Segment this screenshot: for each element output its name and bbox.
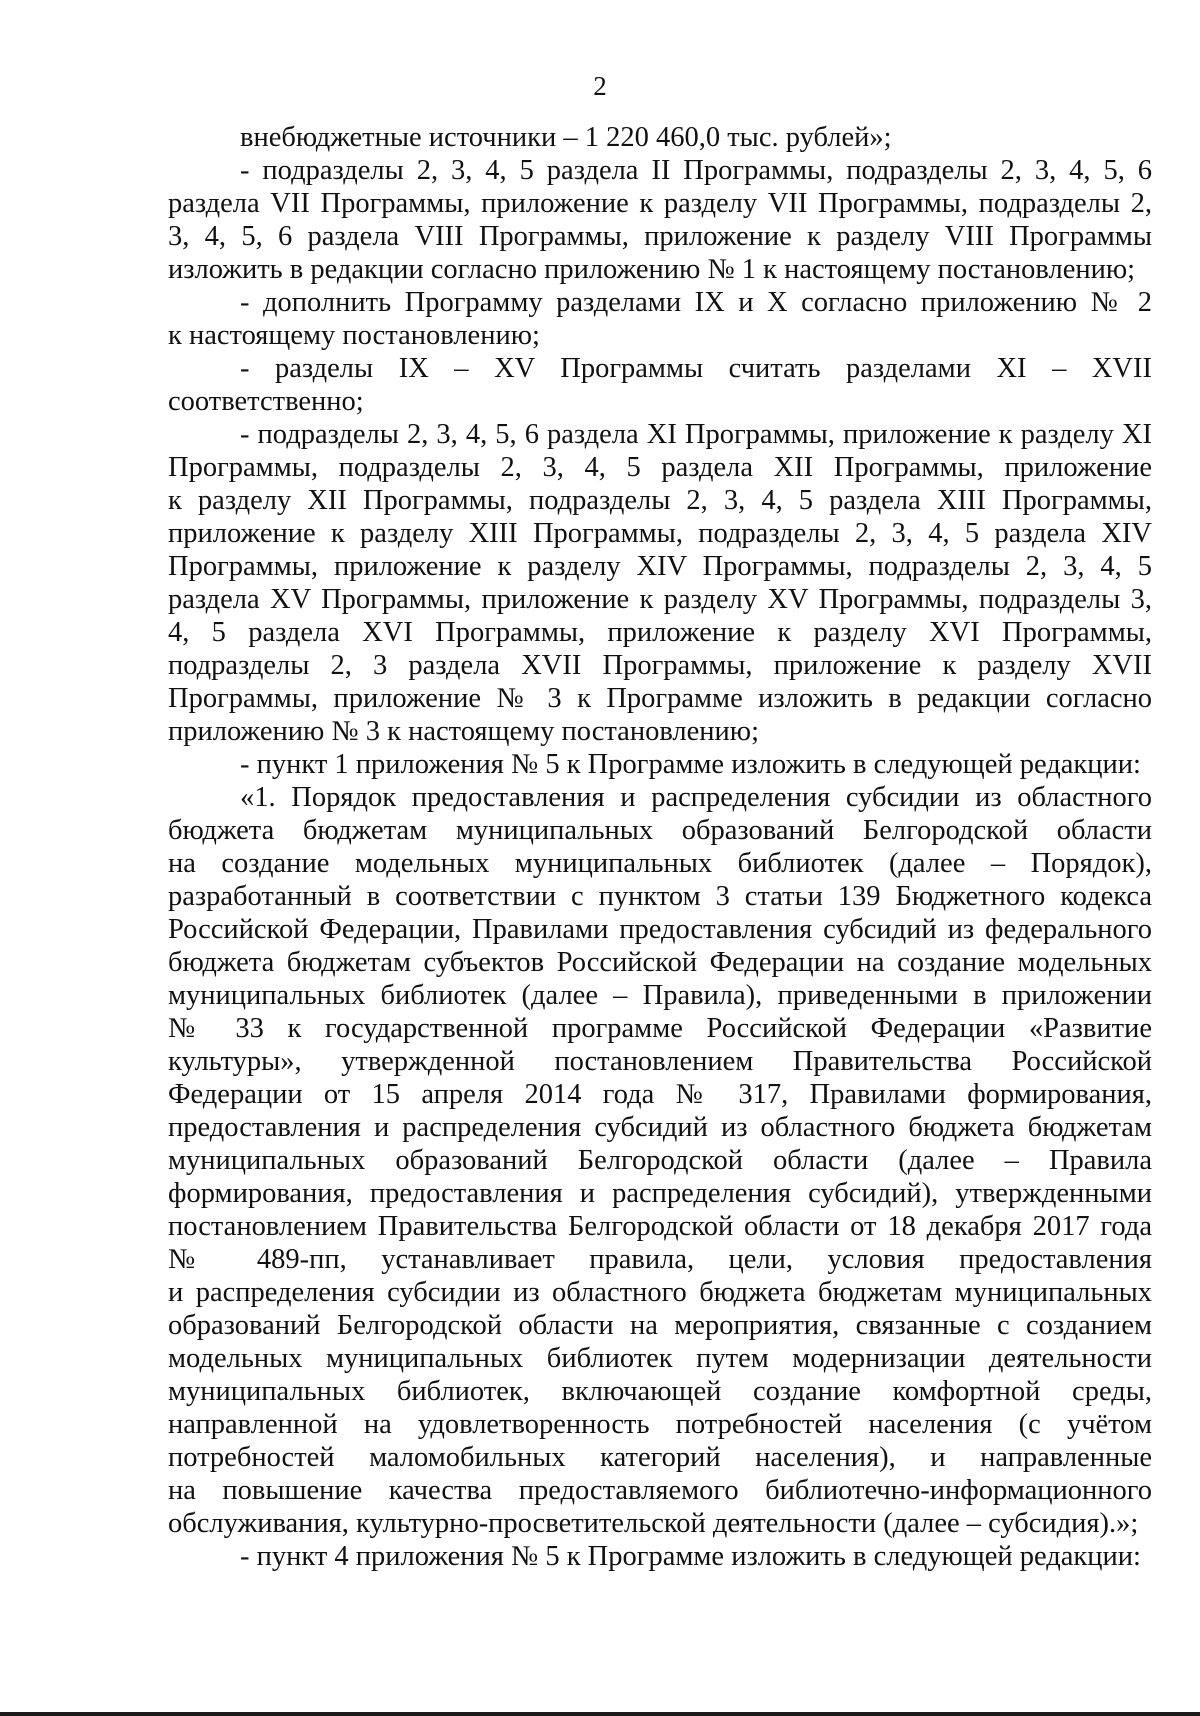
text-line: постановлением Правительства Белгородской области от 18 декабря 2017 года bbox=[168, 1211, 1152, 1242]
text-line: Программы, приложение № 3 к Программе изложить в редакции согласно bbox=[168, 683, 1152, 714]
text-line: - пункт 4 приложения № 5 к Программе изложить в следующей редакции: bbox=[240, 1541, 1141, 1572]
text-line: формирования, предоставления и распределения субсидий), утвержденными bbox=[168, 1178, 1152, 1209]
text-line: муниципальных образований Белгородской области (далее – Правила bbox=[168, 1145, 1152, 1176]
text-line: муниципальных библиотек, включающей создание комфортной среды, bbox=[168, 1376, 1152, 1407]
text-line: к настоящему постановлению; bbox=[168, 320, 540, 351]
text-line: соответственно; bbox=[168, 386, 364, 417]
text-line: № 33 к государственной программе Российской Федерации «Развитие bbox=[168, 1013, 1152, 1044]
text-line: изложить в редакции согласно приложению № 1 к настоящему постановлению; bbox=[168, 254, 1136, 285]
document-body bbox=[168, 121, 1152, 1573]
text-line: 3, 4, 5, 6 раздела VIII Программы, приложение к разделу VIII Программы bbox=[168, 221, 1152, 252]
text-line: бюджета бюджетам муниципальных образований Белгородской области bbox=[168, 815, 1152, 846]
text-line: приложению № 3 к настоящему постановлению; bbox=[168, 716, 759, 747]
text-line: модельных муниципальных библиотек путем модернизации деятельности bbox=[168, 1343, 1152, 1374]
text-line: «1. Порядок предоставления и распределения субсидии из областного bbox=[240, 782, 1152, 813]
text-line: Программы, приложение к разделу XIV Программы, подразделы 2, 3, 4, 5 bbox=[168, 551, 1152, 582]
text-line: потребностей маломобильных категорий населения), и направленные bbox=[168, 1442, 1152, 1473]
text-line: к разделу XII Программы, подразделы 2, 3, 4, 5 раздела XIII Программы, bbox=[168, 485, 1152, 516]
text-line: образований Белгородской области на мероприятия, связанные с созданием bbox=[168, 1310, 1152, 1341]
text-line: приложение к разделу XIII Программы, подразделы 2, 3, 4, 5 раздела XIV bbox=[168, 518, 1152, 549]
text-line: разработанный в соответствии с пунктом 3 статьи 139 Бюджетного кодекса bbox=[168, 881, 1152, 912]
text-line: - подразделы 2, 3, 4, 5, 6 раздела XI Программы, приложение к разделу XI bbox=[240, 419, 1152, 450]
text-line: 4, 5 раздела XVI Программы, приложение к разделу XVI Программы, bbox=[168, 617, 1152, 648]
text-line: обслуживания, культурно-просветительской деятельности (далее – субсидия).»; bbox=[168, 1508, 1139, 1539]
text-line: Федерации от 15 апреля 2014 года № 317, Правилами формирования, bbox=[168, 1079, 1152, 1110]
text-line: - подразделы 2, 3, 4, 5 раздела II Программы, подразделы 2, 3, 4, 5, 6 bbox=[240, 155, 1152, 186]
page-number: 2 bbox=[593, 71, 607, 101]
text-line: № 489-пп, устанавливает правила, цели, условия предоставления bbox=[168, 1244, 1152, 1275]
text-line: Российской Федерации, Правилами предоставления субсидий из федерального bbox=[168, 914, 1152, 945]
text-line: на повышение качества предоставляемого библиотечно-информационного bbox=[168, 1475, 1152, 1506]
text-line: и распределения субсидии из областного бюджета бюджетам муниципальных bbox=[168, 1277, 1152, 1308]
text-line: раздела VII Программы, приложение к разделу VII Программы, подразделы 2, bbox=[168, 188, 1152, 219]
text-line: - пункт 1 приложения № 5 к Программе изложить в следующей редакции: bbox=[240, 749, 1141, 780]
text-line: бюджета бюджетам субъектов Российской Федерации на создание модельных bbox=[168, 947, 1152, 978]
text-line: направленной на удовлетворенность потребностей населения (с учётом bbox=[168, 1409, 1152, 1440]
text-line: - дополнить Программу разделами IX и X согласно приложению № 2 bbox=[240, 287, 1152, 318]
text-line: Программы, подразделы 2, 3, 4, 5 раздела XII Программы, приложение bbox=[168, 452, 1152, 483]
text-line: раздела XV Программы, приложение к разделу XV Программы, подразделы 3, bbox=[168, 584, 1152, 615]
text-line: культуры», утвержденной постановлением Правительства Российской bbox=[168, 1046, 1152, 1077]
text-line: предоставления и распределения субсидий из областного бюджета бюджетам bbox=[168, 1112, 1152, 1143]
text-line: - разделы IX – XV Программы считать разделами XI – XVII bbox=[240, 353, 1152, 384]
text-line: внебюджетные источники – 1 220 460,0 тыс. рублей»; bbox=[240, 122, 892, 153]
text-line: подразделы 2, 3 раздела XVII Программы, приложение к разделу XVII bbox=[168, 650, 1152, 681]
text-line: муниципальных библиотек (далее – Правила), приведенными в приложении bbox=[168, 980, 1152, 1011]
text-line: на создание модельных муниципальных библиотек (далее – Порядок), bbox=[168, 848, 1152, 879]
page-bottom-edge bbox=[0, 1712, 1200, 1716]
